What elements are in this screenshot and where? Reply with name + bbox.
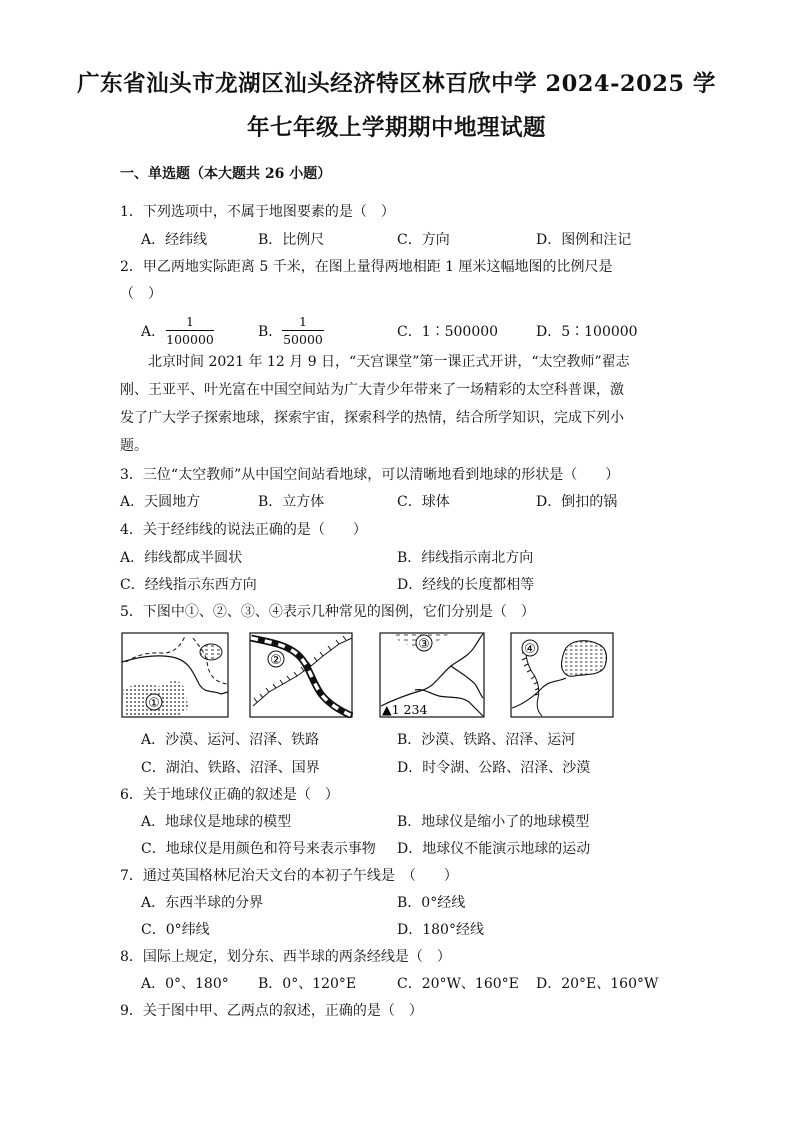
q3-stem: 3．三位“太空教师”从中国空间站看地球，可以清晰地看到地球的形状是（ ） xyxy=(120,467,620,483)
q7-option-d[interactable]: D．180°经线 xyxy=(397,922,484,938)
legend-figure-1 xyxy=(121,632,229,718)
q8-option-a[interactable]: A．0°、180° xyxy=(141,976,229,992)
legend-marker-3: ③ xyxy=(418,637,430,652)
q2-stem: 2．甲乙两地实际距离 5 千米，在图上量得两地相距 1 厘米这幅地图的比例尺是 xyxy=(120,259,613,275)
q6-option-a[interactable]: A．地球仪是地球的模型 xyxy=(141,814,292,830)
q2-stem-bracket: （ ） xyxy=(120,286,162,302)
section-heading: 一、单选题（本大题共 26 小题） xyxy=(120,166,332,182)
q5-option-a[interactable]: A．沙漠、运河、沼泽、铁路 xyxy=(141,732,320,748)
q7-stem: 7．通过英国格林尼治天文台的本初子午线是 （ ） xyxy=(120,868,458,884)
q1-option-c[interactable]: C．方向 xyxy=(397,232,450,248)
q6-option-c[interactable]: C．地球仪是用颜色和符号来表示事物 xyxy=(141,841,376,857)
q2-a-numerator: 1 xyxy=(166,314,214,331)
legend-marker-4: ④ xyxy=(524,642,536,657)
q8-option-c[interactable]: C．20°W、160°E xyxy=(397,976,519,992)
q2-b-numerator: 1 xyxy=(282,314,324,331)
q8-option-b[interactable]: B．0°、120°E xyxy=(258,976,357,992)
q6-stem: 6．关于地球仪正确的叙述是（ ） xyxy=(120,787,339,803)
passage-line-3: 发了广大学子探索地球，探索宇宙，探索科学的热情，结合所学知识，完成下列小 xyxy=(120,410,624,426)
q3-option-a[interactable]: A．天圆地方 xyxy=(120,494,201,510)
legend-figure-3 xyxy=(379,632,485,718)
q2-option-a-label[interactable]: A． xyxy=(141,324,166,340)
q7-option-a[interactable]: A．东西半球的分界 xyxy=(141,895,264,911)
legend-marker-2: ② xyxy=(270,653,282,668)
q8-stem: 8．国际上规定，划分东、西半球的两条经线是（ ） xyxy=(120,949,451,965)
q2-option-a-fraction[interactable] xyxy=(166,314,214,348)
passage-line-4: 题。 xyxy=(120,438,148,454)
q4-option-b[interactable]: B．纬线指示南北方向 xyxy=(397,550,534,566)
q9-stem: 9．关于图中甲、乙两点的叙述，正确的是（ ） xyxy=(120,1003,423,1019)
elevation-label: ▲1 234 xyxy=(382,702,428,717)
q6-option-b[interactable]: B．地球仪是缩小了的地球模型 xyxy=(397,814,590,830)
q4-option-c[interactable]: C．经线指示东西方向 xyxy=(120,577,257,593)
passage-line-2: 刚、王亚平、叶光富在中国空间站为广大青少年带来了一场精彩的太空科普课，激 xyxy=(120,382,624,398)
legend-figure-4 xyxy=(510,632,614,718)
q1-option-d[interactable]: D．图例和注记 xyxy=(536,232,632,248)
q2-option-b-label[interactable]: B． xyxy=(258,324,283,340)
q5-option-c[interactable]: C．湖泊、铁路、沼泽、国界 xyxy=(141,760,320,776)
q5-option-d[interactable]: D．时令湖、公路、沼泽、沙漠 xyxy=(397,760,591,776)
page-title-line-2: 年七年级上学期期中地理试题 xyxy=(246,115,546,141)
passage-line-1: 北京时间 2021 年 12 月 9 日，“天宫课堂”第一课正式开讲，“太空教师”翟志 xyxy=(148,354,630,370)
q5-option-b[interactable]: B．沙漠、铁路、沼泽、运河 xyxy=(397,732,576,748)
q7-option-c[interactable]: C．0°纬线 xyxy=(141,922,210,938)
q4-option-a[interactable]: A．纬线都成半圆状 xyxy=(120,550,243,566)
q3-option-b[interactable]: B．立方体 xyxy=(258,494,325,510)
q2-a-denominator: 100000 xyxy=(166,332,214,347)
q4-option-d[interactable]: D．经线的长度都相等 xyxy=(397,577,535,593)
q2-b-denominator: 50000 xyxy=(283,332,323,347)
legend-figure-2 xyxy=(249,632,353,718)
q4-stem: 4．关于经纬线的说法正确的是（ ） xyxy=(120,522,367,538)
q2-option-d[interactable]: D．5∶100000 xyxy=(536,324,638,340)
q3-option-d[interactable]: D．倒扣的锅 xyxy=(536,494,618,510)
q8-option-d[interactable]: D．20°E、160°W xyxy=(536,976,659,992)
legend-marker-1: ① xyxy=(148,696,160,711)
q3-option-c[interactable]: C．球体 xyxy=(397,494,450,510)
q5-stem: 5．下图中①、②、③、④表示几种常见的图例，它们分别是（ ） xyxy=(120,604,535,620)
q6-option-d[interactable]: D．地球仪不能演示地球的运动 xyxy=(397,841,591,857)
page-title-line-1: 广东省汕头市龙湖区汕头经济特区林百欣中学 2024-2025 学 xyxy=(77,71,716,97)
q2-option-b-fraction[interactable] xyxy=(282,314,324,348)
q1-stem: 1．下列选项中，不属于地图要素的是（ ） xyxy=(120,204,395,220)
q1-option-a[interactable]: A．经纬线 xyxy=(141,232,208,248)
q7-option-b[interactable]: B．0°经线 xyxy=(397,895,466,911)
q1-option-b[interactable]: B．比例尺 xyxy=(258,232,325,248)
q2-option-c[interactable]: C．1∶500000 xyxy=(397,324,499,340)
